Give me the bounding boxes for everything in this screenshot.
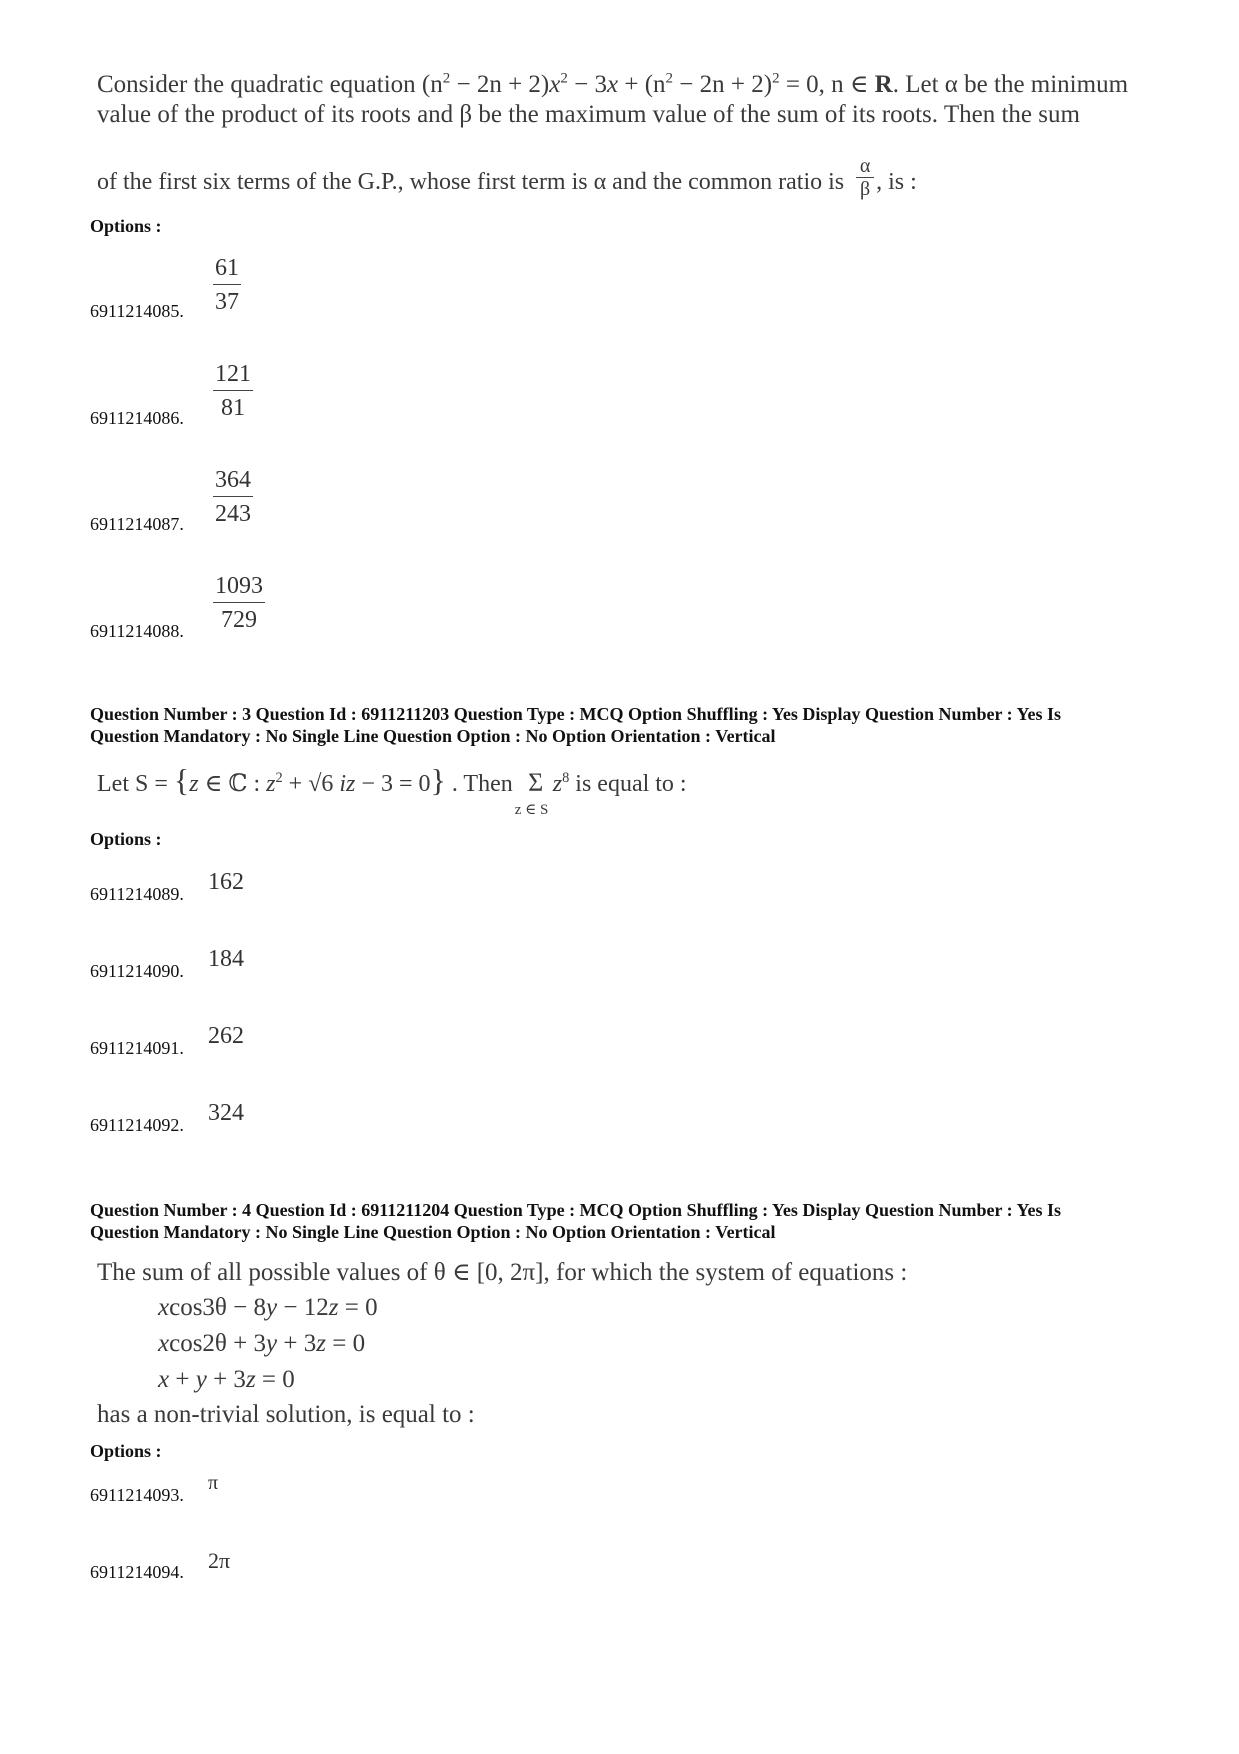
q4-meta-line2: Question Mandatory : No Single Line Question Option : No Option Orientation : Vertical	[90, 1222, 776, 1242]
q3-option-1-id: 6911214089.	[90, 884, 184, 904]
q2-ratio-fraction: $\frac{\alpha}{\beta}$	[856, 155, 874, 200]
q4-option-2-value[interactable]: 2π	[208, 1548, 231, 1573]
q2-text-line1: Consider the quadratic equation $(n^2 - 2n + 2)x^2 - 3x + (n^2 - 2n + 2)^2 = 0$, n ∈ R. Let α be the minimum	[97, 70, 1129, 98]
q2-option-2-id: 6911214086.	[90, 408, 184, 428]
q4-text-line1: The sum of all possible values of θ ∈ [0, 2π], for which the system of equations :	[97, 1259, 908, 1286]
q3-option-4-id: 6911214092.	[90, 1115, 184, 1135]
q4-text-line-end: has a non-trivial solution, is equal to :	[97, 1401, 475, 1428]
q2-text-line2: value of the product of its roots and β be the maximum value of the sum of its roots. Then the sum	[97, 101, 1080, 128]
q3-meta-line2: Question Mandatory : No Single Line Question Option : No Option Orientation : Vertical	[90, 726, 776, 746]
q2-option-1-id: 6911214085.	[90, 301, 184, 321]
q3-option-3-id: 6911214091.	[90, 1038, 184, 1058]
q2-option-3-value[interactable]: 364 243	[215, 467, 251, 527]
q4-equation-3: x + y + 3z = 0	[158, 1366, 295, 1393]
q2-option-4-id: 6911214088.	[90, 621, 184, 641]
q2-option-1-value[interactable]: 61 37	[215, 255, 239, 315]
q4-equation-1: xcos3θ − 8y − 12z = 0	[158, 1294, 378, 1321]
q4-option-2-id: 6911214094.	[90, 1562, 184, 1582]
q4-option-1-value[interactable]: π	[208, 1472, 219, 1494]
q4-equation-2: xcos2θ + 3y + 3z = 0	[158, 1330, 366, 1357]
q2-option-3-id: 6911214087.	[90, 514, 184, 534]
q3-summation: Σ z ∈ S	[514, 768, 549, 818]
q3-option-1-value[interactable]: 162	[208, 869, 244, 895]
q3-option-4-value[interactable]: 324	[208, 1100, 244, 1126]
q4-options-label: Options :	[90, 1441, 162, 1461]
q2-option-4-value[interactable]: 1093 729	[215, 573, 263, 633]
q2-option-2-value[interactable]: 121 81	[215, 361, 251, 421]
q2-text-line3: of the first six terms of the G.P., whose first term is α and the common ratio is $\frac{\alpha}{\beta}$ , is :	[97, 155, 917, 200]
q3-question-text: Let S = {z ∈ ℂ : $z^2 + √6$ iz − 3 = 0} . Then Σ z ∈ S $z^8$ is equal to :	[97, 762, 687, 818]
q3-option-2-id: 6911214090.	[90, 961, 184, 981]
q2-options-label: Options :	[90, 216, 162, 236]
q3-options-label: Options :	[90, 829, 162, 849]
q3-option-3-value[interactable]: 262	[208, 1023, 244, 1049]
q3-option-2-value[interactable]: 184	[208, 946, 244, 972]
q4-meta-line1: Question Number : 4 Question Id : 6911211204 Question Type : MCQ Option Shuffling : Yes Display Question Number : Yes Is	[90, 1200, 1061, 1220]
q4-option-1-id: 6911214093.	[90, 1485, 184, 1505]
q3-meta-line1: Question Number : 3 Question Id : 6911211203 Question Type : MCQ Option Shuffling : Yes Display Question Number : Yes Is	[90, 704, 1061, 724]
